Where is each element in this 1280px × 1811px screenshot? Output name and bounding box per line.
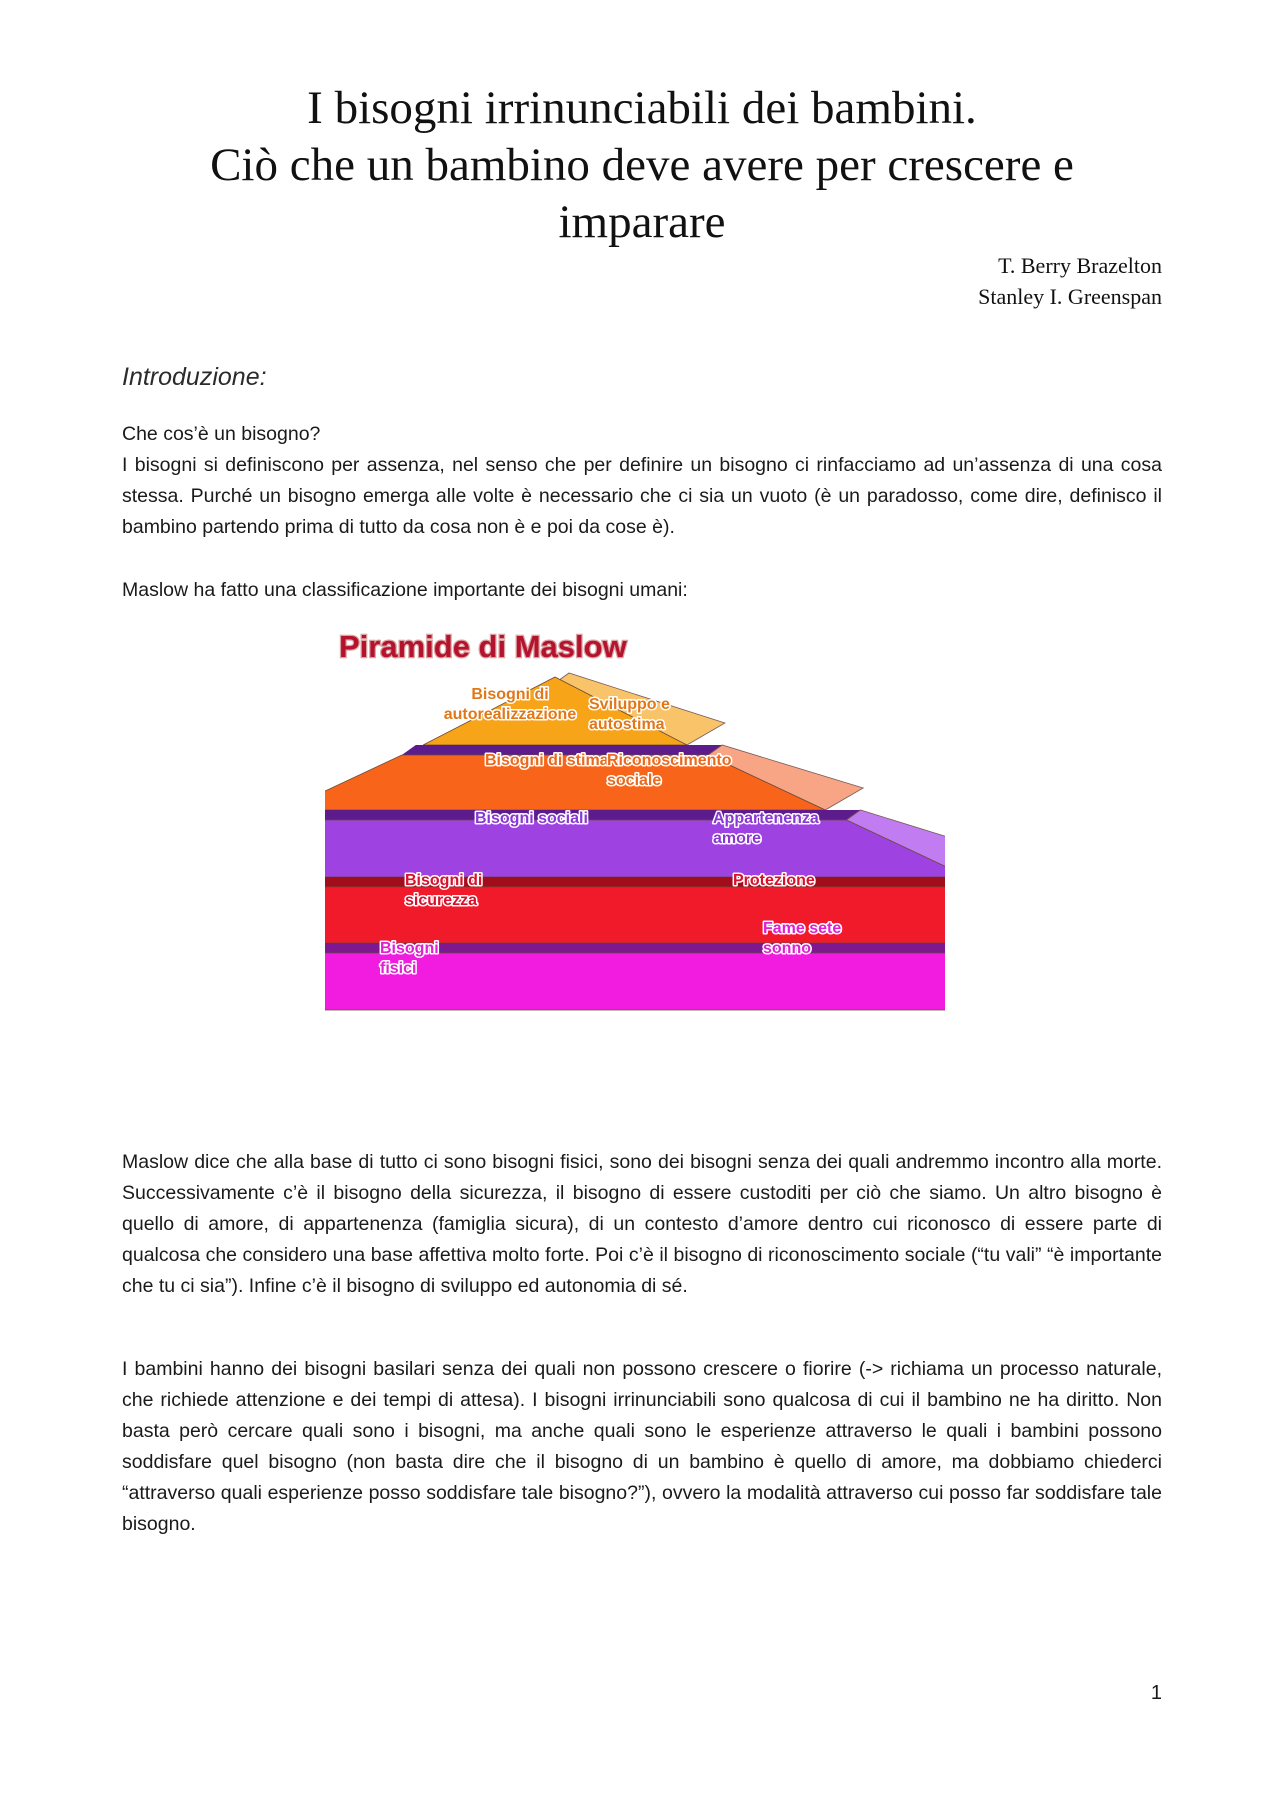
pyramid-left-label: Bisogni di stima [485, 752, 609, 769]
pyramid-right-label: Fame sete [763, 920, 842, 937]
pyramid-left-label: Bisogni [380, 940, 439, 957]
pyramid-right-label: sociale [607, 772, 662, 789]
pyramid-right-label: sonno [763, 940, 811, 957]
question-line [122, 419, 1162, 450]
title-line-1: I bisogni irrinunciabili dei bambini. [307, 82, 977, 134]
question-text: Che cos’è un bisogno? [122, 423, 321, 445]
maslow-pyramid [325, 615, 945, 1060]
definition-paragraph [122, 450, 1162, 543]
pyramid-right-label: autostima [589, 716, 665, 733]
maslow-intro-text: Maslow ha fatto una classificazione importante dei bisogni umani: [122, 579, 688, 601]
body-paragraph-2-text: I bambini hanno dei bisogni basilari senza dei quali non possono crescere o fiorire (-> richiama un processo naturale, che richiede attenzione e dei tempi di attesa). I bisogni irrinunciabili sono qualcosa di cui il bambino ne ha diritto. Non basta però cercare quali sono i bisogni, ma anche quali sono le esperienze attraverso le quali i bambini possono soddisfare quel bisogno (non basta dire che il bisogno di un bambino è quello di amore, ma dobbiamo chiederci “attraverso quali esperienze posso soddisfare tale bisogno?”), ovvero la modalità attraverso cui posso far soddisfare tale bisogno. [122, 1358, 1162, 1535]
pyramid-level-4 [325, 872, 945, 943]
pyramid-right-label: Protezione [733, 872, 815, 889]
title-line-3: imparare [558, 196, 726, 248]
maslow-pyramid-figure [325, 615, 945, 1060]
body-paragraph-1-text: Maslow dice che alla base di tutto ci sono bisogni fisici, sono dei bisogni senza dei quali andremmo incontro alla morte. Successivamente c’è il bisogno della sicurezza, il bisogno di essere custoditi per ciò che siamo. Un altro bisogno è quello di amore, di appartenenza (famiglia sicura), di un contesto d’amore dentro cui riconosco di essere parte di qualcosa che considero una base affettiva molto forte. Poi c’è il bisogno di riconoscimento sociale (“tu vali” “è importante che tu ci sia”). Infine c’è il bisogno di sviluppo ed autonomia di sé. [122, 1151, 1162, 1297]
pyramid-left-label: Bisogni di [405, 872, 483, 889]
definition-text: I bisogni si definiscono per assenza, nel senso che per definire un bisogno ci rinfacciamo ad un’assenza di una cosa stessa. Purché un bisogno emerga alle volte è necessario che ci sia un vuoto (è un paradosso, come dire, definisco il bambino partendo prima di tutto da cosa non è e poi da cose è). [122, 454, 1162, 538]
body-paragraph-1 [122, 1147, 1162, 1302]
author-1: T. Berry Brazelton [998, 253, 1162, 278]
title-line-2: Ciò che un bambino deve avere per crescere e [210, 139, 1074, 191]
pyramid-right-label: Sviluppo e [589, 696, 670, 713]
pyramid-left-label: Bisogni di [471, 686, 549, 703]
pyramid-left-label: sicurezza [405, 892, 478, 909]
page-number: 1 [1150, 1682, 1162, 1704]
pyramid-level-face [325, 953, 945, 1010]
pyramid-level-2 [325, 745, 863, 810]
pyramid-left-label: Bisogni sociali [475, 810, 588, 827]
authors [978, 250, 1162, 312]
pyramid-left-label: fisici [380, 960, 417, 977]
pyramid-right-label: Appartenenza [713, 810, 819, 827]
body-paragraph-2 [122, 1354, 1162, 1540]
pyramid-level-face [325, 820, 945, 877]
pyramid-level-3 [325, 810, 945, 877]
pyramid-title: Piramide di Maslow [339, 629, 627, 664]
pyramid-level-1 [423, 673, 725, 745]
pyramid-right-label: amore [713, 830, 762, 847]
maslow-intro-line [122, 575, 1162, 606]
author-2: Stanley I. Greenspan [978, 284, 1162, 309]
section-heading: Introduzione: [122, 363, 267, 391]
pyramid-right-label: Riconoscimento [607, 752, 732, 769]
pyramid-left-label: autorealizzazione [443, 706, 577, 723]
document-title [122, 80, 1162, 251]
